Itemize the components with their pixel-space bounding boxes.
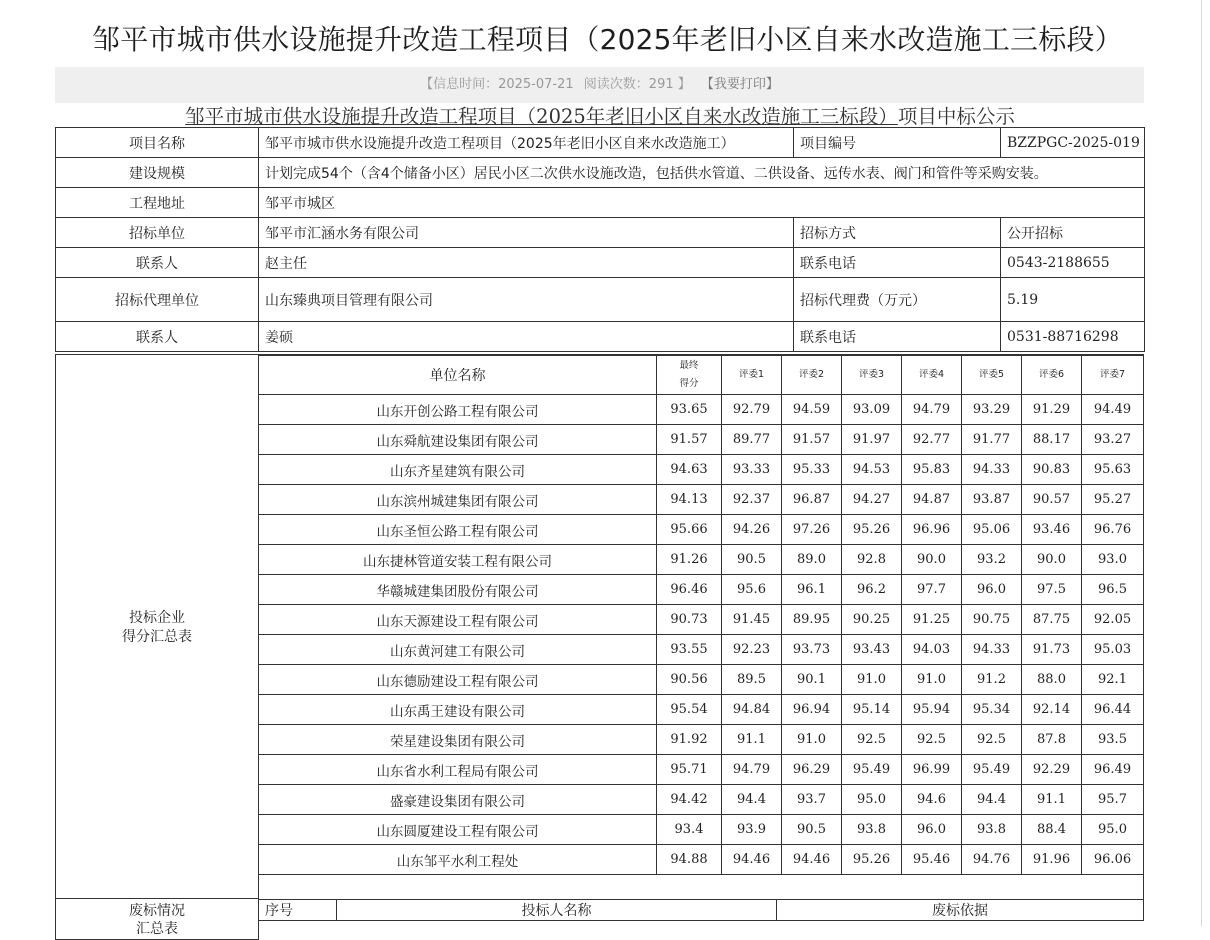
judge-score-cell: 92.5 [962, 725, 1022, 755]
judge-score-cell: 96.99 [902, 755, 962, 785]
judge-score-cell: 94.59 [782, 395, 842, 425]
judge-score-cell: 96.49 [1082, 755, 1144, 785]
judge-score-cell: 93.27 [1082, 425, 1144, 455]
judge-score-cell: 88.4 [1022, 815, 1082, 845]
judge-score-cell: 95.33 [782, 455, 842, 485]
judge-score-cell: 90.5 [722, 545, 782, 575]
judge-score-cell: 96.0 [962, 575, 1022, 605]
final-score-cell: 94.63 [657, 455, 722, 485]
discard-bidder-header: 投标人名称 [337, 900, 777, 921]
contact2-label: 联系人 [56, 322, 259, 352]
score-row [259, 695, 1144, 725]
final-score-cell: 94.42 [657, 785, 722, 815]
final-score-col-header [657, 356, 722, 395]
company-name-cell: 山东捷林管道安装工程有限公司 [259, 545, 657, 575]
scores-label-line2: 得分汇总表 [122, 629, 192, 645]
discard-no-header: 序号 [259, 900, 337, 921]
final-score-cell: 95.71 [657, 755, 722, 785]
judge-score-cell: 91.97 [842, 425, 902, 455]
company-name-cell: 山东圆厦建设工程有限公司 [259, 815, 657, 845]
contact1-label: 联系人 [56, 248, 259, 278]
score-row [259, 575, 1144, 605]
info-time: 【信息时间：2025-07-21 [420, 77, 574, 92]
judge-score-cell: 90.0 [902, 545, 962, 575]
judge-score-cell: 92.05 [1082, 605, 1144, 635]
judge-score-cell: 95.34 [962, 695, 1022, 725]
judge-score-cell: 95.83 [902, 455, 962, 485]
judge-col-header: 评委7 [1082, 356, 1144, 395]
score-row [259, 755, 1144, 785]
judge-score-cell: 92.8 [842, 545, 902, 575]
judge-score-cell: 91.1 [1022, 785, 1082, 815]
final-score-cell: 95.54 [657, 695, 722, 725]
project-no-label: 项目编号 [794, 128, 1001, 158]
company-name-cell: 山东滨州城建集团有限公司 [259, 485, 657, 515]
scores-section-label [56, 609, 258, 647]
judge-score-cell: 90.57 [1022, 485, 1082, 515]
judge-score-cell: 93.33 [722, 455, 782, 485]
discard-table [258, 899, 1144, 921]
page-right-rule [1201, 0, 1202, 926]
judge-score-cell: 91.1 [722, 725, 782, 755]
judge-score-cell: 93.46 [1022, 515, 1082, 545]
judge-score-cell: 90.75 [962, 605, 1022, 635]
judge-col-header: 评委6 [1022, 356, 1082, 395]
judge-score-cell: 91.73 [1022, 635, 1082, 665]
discard-header-row [259, 900, 1144, 921]
judge-score-cell: 95.7 [1082, 785, 1144, 815]
company-name-cell: 华赣城建集团股份有限公司 [259, 575, 657, 605]
judge-score-cell: 92.29 [1022, 755, 1082, 785]
judge-score-cell: 89.5 [722, 665, 782, 695]
project-info-table [55, 127, 1145, 352]
final-score-cell: 93.55 [657, 635, 722, 665]
judge-col-header: 评委1 [722, 356, 782, 395]
scale-value: 计划完成54个（含4个储备小区）居民小区二次供水设施改造，包括供水管道、二供设备、远传水表、阀门和管件等采购安装。 [259, 158, 1145, 188]
judge-score-cell: 91.2 [962, 665, 1022, 695]
contact2-value: 姜硕 [259, 322, 794, 352]
judge-score-cell: 89.77 [722, 425, 782, 455]
judge-score-cell: 94.33 [962, 635, 1022, 665]
judge-score-cell: 94.26 [722, 515, 782, 545]
company-name-cell: 山东禹王建设有限公司 [259, 695, 657, 725]
score-row [259, 515, 1144, 545]
judge-score-cell: 93.09 [842, 395, 902, 425]
site-label: 工程地址 [56, 188, 259, 218]
judge-score-cell: 91.25 [902, 605, 962, 635]
judge-score-cell: 96.87 [782, 485, 842, 515]
agency-fee-value: 5.19 [1001, 278, 1145, 322]
judge-score-cell: 94.79 [722, 755, 782, 785]
judge-score-cell: 95.26 [842, 515, 902, 545]
judge-score-cell: 95.49 [842, 755, 902, 785]
final-score-cell: 91.26 [657, 545, 722, 575]
company-name-cell: 山东省水利工程局有限公司 [259, 755, 657, 785]
company-name-cell: 山东邹平水利工程处 [259, 845, 657, 875]
judge-score-cell: 94.79 [902, 395, 962, 425]
phone1-label: 联系电话 [794, 248, 1001, 278]
judge-score-cell: 94.76 [962, 845, 1022, 875]
tenderer-label: 招标单位 [56, 218, 259, 248]
judge-score-cell: 93.0 [1082, 545, 1144, 575]
judge-score-cell: 93.7 [782, 785, 842, 815]
judge-score-cell: 93.9 [722, 815, 782, 845]
discard-label-line2: 汇总表 [136, 921, 178, 937]
score-row [259, 485, 1144, 515]
judge-score-cell: 96.0 [902, 815, 962, 845]
judge-col-header: 评委2 [782, 356, 842, 395]
judge-score-cell: 96.06 [1082, 845, 1144, 875]
score-row [259, 845, 1144, 875]
judge-score-cell: 91.0 [902, 665, 962, 695]
judge-score-cell: 93.5 [1082, 725, 1144, 755]
judge-score-cell: 93.8 [962, 815, 1022, 845]
project-no-value: BZZPGC-2025-019 [1001, 128, 1145, 158]
judge-score-cell: 92.79 [722, 395, 782, 425]
judge-score-cell: 88.17 [1022, 425, 1082, 455]
judge-score-cell: 95.06 [962, 515, 1022, 545]
judge-col-header: 评委5 [962, 356, 1022, 395]
company-name-cell: 山东舜航建设集团有限公司 [259, 425, 657, 455]
judge-score-cell: 93.2 [962, 545, 1022, 575]
judge-score-cell: 92.77 [902, 425, 962, 455]
judge-score-cell: 92.14 [1022, 695, 1082, 725]
method-value: 公开招标 [1001, 218, 1145, 248]
judge-score-cell: 95.03 [1082, 635, 1144, 665]
page-title: 邹平市城市供水设施提升改造工程项目（2025年老旧小区自来水改造施工三标段） [92, 23, 1123, 56]
judge-col-header: 评委4 [902, 356, 962, 395]
judge-score-cell: 95.6 [722, 575, 782, 605]
score-row [259, 785, 1144, 815]
judge-score-cell: 94.87 [902, 485, 962, 515]
phone1-value: 0543-2188655 [1001, 248, 1145, 278]
document-heading-project: 邹平市城市供水设施提升改造工程项目（2025年老旧小区自来水改造施工三标段） [185, 105, 898, 128]
method-label: 招标方式 [794, 218, 1001, 248]
info-row [56, 218, 1145, 248]
judge-score-cell: 91.57 [782, 425, 842, 455]
info-row [56, 158, 1145, 188]
judge-score-cell: 94.46 [722, 845, 782, 875]
score-row [259, 815, 1144, 845]
judge-score-cell: 94.6 [902, 785, 962, 815]
judge-score-cell: 91.0 [782, 725, 842, 755]
final-score-cell: 94.88 [657, 845, 722, 875]
info-row [56, 248, 1145, 278]
final-score-cell: 95.66 [657, 515, 722, 545]
phone2-label: 联系电话 [794, 322, 1001, 352]
judge-score-cell: 96.5 [1082, 575, 1144, 605]
score-row [259, 635, 1144, 665]
final-score-cell: 94.13 [657, 485, 722, 515]
judge-score-cell: 94.4 [962, 785, 1022, 815]
judge-score-cell: 96.1 [782, 575, 842, 605]
score-row [259, 545, 1144, 575]
judge-score-cell: 88.0 [1022, 665, 1082, 695]
company-name-cell: 盛豪建设集团有限公司 [259, 785, 657, 815]
judge-score-cell: 97.26 [782, 515, 842, 545]
judge-score-cell: 94.4 [722, 785, 782, 815]
final-score-cell: 91.92 [657, 725, 722, 755]
judge-score-cell: 96.2 [842, 575, 902, 605]
company-col-header: 单位名称 [259, 356, 657, 395]
judge-score-cell: 94.53 [842, 455, 902, 485]
final-score-cell: 91.57 [657, 425, 722, 455]
judge-score-cell: 95.63 [1082, 455, 1144, 485]
judge-score-cell: 92.23 [722, 635, 782, 665]
company-name-cell: 山东黄河建工有限公司 [259, 635, 657, 665]
judge-score-cell: 94.49 [1082, 395, 1144, 425]
score-row [259, 455, 1144, 485]
company-name-cell: 山东天源建设工程有限公司 [259, 605, 657, 635]
judge-score-cell: 93.29 [962, 395, 1022, 425]
document-heading [0, 101, 1200, 129]
judge-score-cell: 94.03 [902, 635, 962, 665]
judge-score-cell: 92.1 [1082, 665, 1144, 695]
judge-score-cell: 89.95 [782, 605, 842, 635]
scores-table [258, 355, 1144, 875]
judge-score-cell: 94.27 [842, 485, 902, 515]
document-heading-suffix: 项目中标公示 [897, 105, 1015, 128]
judge-score-cell: 96.29 [782, 755, 842, 785]
info-row [56, 322, 1145, 352]
judge-score-cell: 94.33 [962, 455, 1022, 485]
final-score-cell: 93.4 [657, 815, 722, 845]
scores-header-row [259, 356, 1144, 395]
phone2-value: 0531-88716298 [1001, 322, 1145, 352]
judge-score-cell: 92.37 [722, 485, 782, 515]
final-score-cell: 96.46 [657, 575, 722, 605]
company-name-cell: 山东开创公路工程有限公司 [259, 395, 657, 425]
scale-label: 建设规模 [56, 158, 259, 188]
agency-fee-label: 招标代理费（万元） [794, 278, 1001, 322]
judge-score-cell: 95.14 [842, 695, 902, 725]
score-row [259, 725, 1144, 755]
discard-label-line1: 废标情况 [129, 903, 185, 919]
judge-score-cell: 91.0 [842, 665, 902, 695]
judge-score-cell: 90.0 [1022, 545, 1082, 575]
contact1-value: 赵主任 [259, 248, 794, 278]
judge-score-cell: 96.94 [782, 695, 842, 725]
site-value: 邹平市城区 [259, 188, 1145, 218]
judge-score-cell: 96.96 [902, 515, 962, 545]
judge-score-cell: 93.8 [842, 815, 902, 845]
judge-score-cell: 97.5 [1022, 575, 1082, 605]
final-score-cell: 90.56 [657, 665, 722, 695]
project-name-value: 邹平市城市供水设施提升改造工程项目（2025年老旧小区自来水改造施工） [259, 128, 794, 158]
judge-score-cell: 96.44 [1082, 695, 1144, 725]
meta-bar [55, 67, 1144, 103]
scores-body [259, 395, 1144, 875]
judge-score-cell: 96.76 [1082, 515, 1144, 545]
final-score-cell: 90.73 [657, 605, 722, 635]
score-row [259, 665, 1144, 695]
company-name-cell: 山东德励建设工程有限公司 [259, 665, 657, 695]
tenderer-value: 邹平市汇涵水务有限公司 [259, 218, 794, 248]
judge-score-cell: 93.73 [782, 635, 842, 665]
judge-score-cell: 95.49 [962, 755, 1022, 785]
judge-score-cell: 90.1 [782, 665, 842, 695]
info-row [56, 188, 1145, 218]
judge-score-cell: 92.5 [902, 725, 962, 755]
agency-label: 招标代理单位 [56, 278, 259, 322]
judge-score-cell: 90.5 [782, 815, 842, 845]
judge-score-cell: 87.75 [1022, 605, 1082, 635]
project-name-label: 项目名称 [56, 128, 259, 158]
score-row [259, 425, 1144, 455]
judge-score-cell: 93.43 [842, 635, 902, 665]
judge-score-cell: 95.0 [842, 785, 902, 815]
judge-score-cell: 97.7 [902, 575, 962, 605]
info-row [56, 278, 1145, 322]
score-row [259, 395, 1144, 425]
read-count: 阅读次数：291 】 [583, 77, 691, 92]
company-name-cell: 山东圣恒公路工程有限公司 [259, 515, 657, 545]
judge-col-header: 评委3 [842, 356, 902, 395]
company-name-cell: 山东齐星建筑有限公司 [259, 455, 657, 485]
discard-section-label [56, 902, 258, 938]
judge-score-cell: 91.96 [1022, 845, 1082, 875]
scores-label-line1: 投标企业 [129, 610, 185, 626]
judge-score-cell: 91.29 [1022, 395, 1082, 425]
final-score-header-line1: 最终 [679, 360, 699, 371]
judge-score-cell: 91.77 [962, 425, 1022, 455]
judge-score-cell: 94.46 [782, 845, 842, 875]
judge-score-cell: 95.26 [842, 845, 902, 875]
judge-score-cell: 95.94 [902, 695, 962, 725]
judge-score-cell: 93.87 [962, 485, 1022, 515]
discard-reason-header: 废标依据 [777, 900, 1144, 921]
print-link[interactable]: 【我要打印】 [700, 77, 779, 92]
judge-score-cell: 95.46 [902, 845, 962, 875]
final-score-cell: 93.65 [657, 395, 722, 425]
judge-score-cell: 90.25 [842, 605, 902, 635]
company-name-cell: 荣星建设集团有限公司 [259, 725, 657, 755]
judge-score-cell: 95.27 [1082, 485, 1144, 515]
judge-score-cell: 92.5 [842, 725, 902, 755]
judge-score-cell: 87.8 [1022, 725, 1082, 755]
judge-score-cell: 95.0 [1082, 815, 1144, 845]
judge-score-cell: 91.45 [722, 605, 782, 635]
score-row [259, 605, 1144, 635]
agency-value: 山东臻典项目管理有限公司 [259, 278, 794, 322]
judge-score-cell: 89.0 [782, 545, 842, 575]
judge-score-cell: 90.83 [1022, 455, 1082, 485]
final-score-header-line2: 得分 [679, 378, 699, 389]
info-row [56, 128, 1145, 158]
judge-score-cell: 94.84 [722, 695, 782, 725]
